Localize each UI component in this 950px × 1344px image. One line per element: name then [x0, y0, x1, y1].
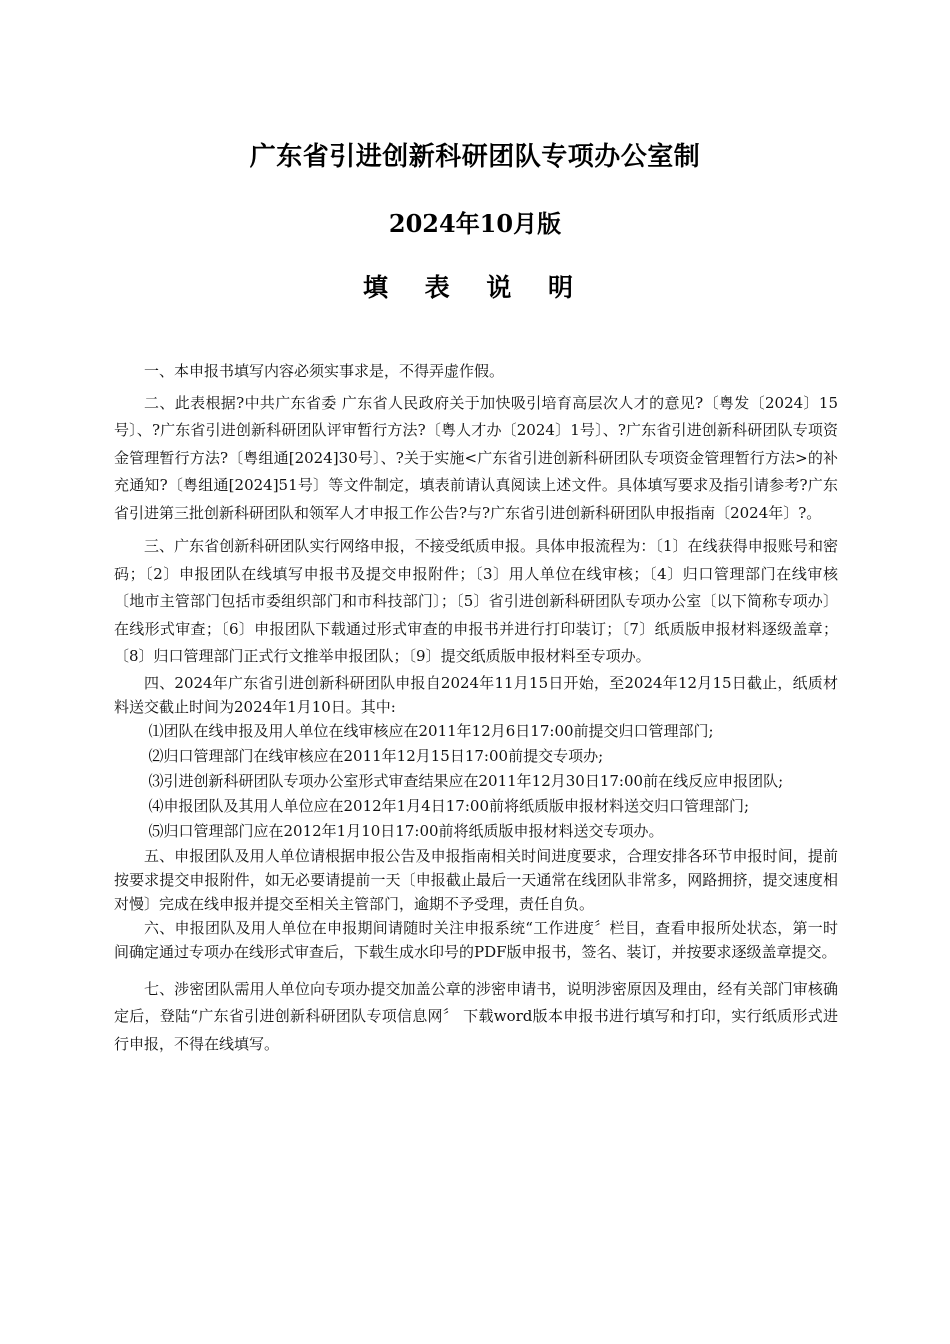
deadline-item-1: ⑴团队在线申报及用人单位在线审核应在2011年12月6日17:00前提交归口管理部门;: [148, 721, 714, 740]
page-title: 填 表 说 明: [362, 273, 588, 302]
instruction-5: 五、申报团队及用人单位请根据申报公告及申报指南相关时间进度要求，合理安排各环节申报时间，提前按要求提交申报附件，如无必要请提前一天〔申报截止最后一天通常在线团队非常多，网路拥挤，提交速度相对慢〕完成在线申报并提交至相关主管部门，逾期不予受理，责任自负。: [114, 846, 838, 913]
issuing-office-title: 广东省引进创新科研团队专项办公室制: [249, 142, 701, 172]
deadline-item-2: ⑵归口管理部门在线审核应在2011年12月15日17:00前提交专项办;: [148, 746, 604, 765]
deadline-item-4: ⑷申报团队及其用人单位应在2012年1月4日17:00前将纸质版申报材料送交归口管理部门;: [148, 796, 750, 815]
instruction-6: 六、申报团队及用人单位在申报期间请随时关注申报系统“工作进度〞栏目，查看申报所处状态，第一时间确定通过专项办在线形式审查后，下载生成水印号的PDF版申报书，签名、装订，并按要求逐级盖章提交。: [114, 918, 838, 961]
deadline-item-5: ⑸归口管理部门应在2012年1月10日17:00前将纸质版申报材料送交专项办。: [148, 821, 664, 840]
instruction-4: 四、2024年广东省引进创新科研团队申报自2024年11月15日开始，至2024年12月15日截止，纸质材料送交截止时间为2024年1月10日。其中:: [114, 673, 838, 716]
deadline-item-3: ⑶引进创新科研团队专项办公室形式审查结果应在2011年12月30日17:00前在线反应申报团队;: [148, 771, 784, 790]
instructions-body: [114, 354, 838, 1058]
instruction-1: 一、本申报书填写内容必须实事求是，不得弄虚作假。: [144, 362, 505, 380]
instruction-2: 二、此表根据?中共广东省委 广东省人民政府关于加快吸引培育高层次人才的意见?〔粤发〔2024〕15号〕、?广东省引进创新科研团队评审暂行方法?〔粤人才办〔2024〕1号〕、?广东省引进创新科研团队专项资金管理暂行方法?〔粤组通[2024]30号〕、?关于实施<广东省引进创新科研团队专项资金管理暂行方法>的补充通知?〔粤组通[2024]51号〕等文件制定，填表前请认真阅读上述文件。具体填写要求及指引请参考?广东省引进第三批创新科研团队和领军人才申报工作公告?与?广东省引进创新科研团队申报指南〔2024年〕?。: [114, 393, 838, 522]
edition-title: 2024年10月版: [388, 209, 562, 238]
instruction-7: 七、涉密团队需用人单位向专项办提交加盖公章的涉密申请书，说明涉密原因及理由，经有关部门审核确定后，登陆“广东省引进创新科研团队专项信息网〞 下载word版本申报书进行填写和打印，实行纸质形式进行申报，不得在线填写。: [114, 979, 838, 1053]
instruction-3: 三、广东省创新科研团队实行网络申报，不接受纸质申报。具体申报流程为：〔1〕在线获得申报账号和密码；〔2〕申报团队在线填写申报书及提交申报附件；〔3〕用人单位在线审核；〔4〕归口管理部门在线审核〔地市主管部门包括市委组织部门和市科技部门〕；〔5〕省引进创新科研团队专项办公室〔以下简称专项办〕在线形式审查；〔6〕申报团队下载通过形式审查的申报书并进行打印装订；〔7〕纸质版申报材料逐级盖章；〔8〕归口管理部门正式行文推举申报团队；〔9〕提交纸质版申报材料至专项办。: [114, 537, 838, 665]
